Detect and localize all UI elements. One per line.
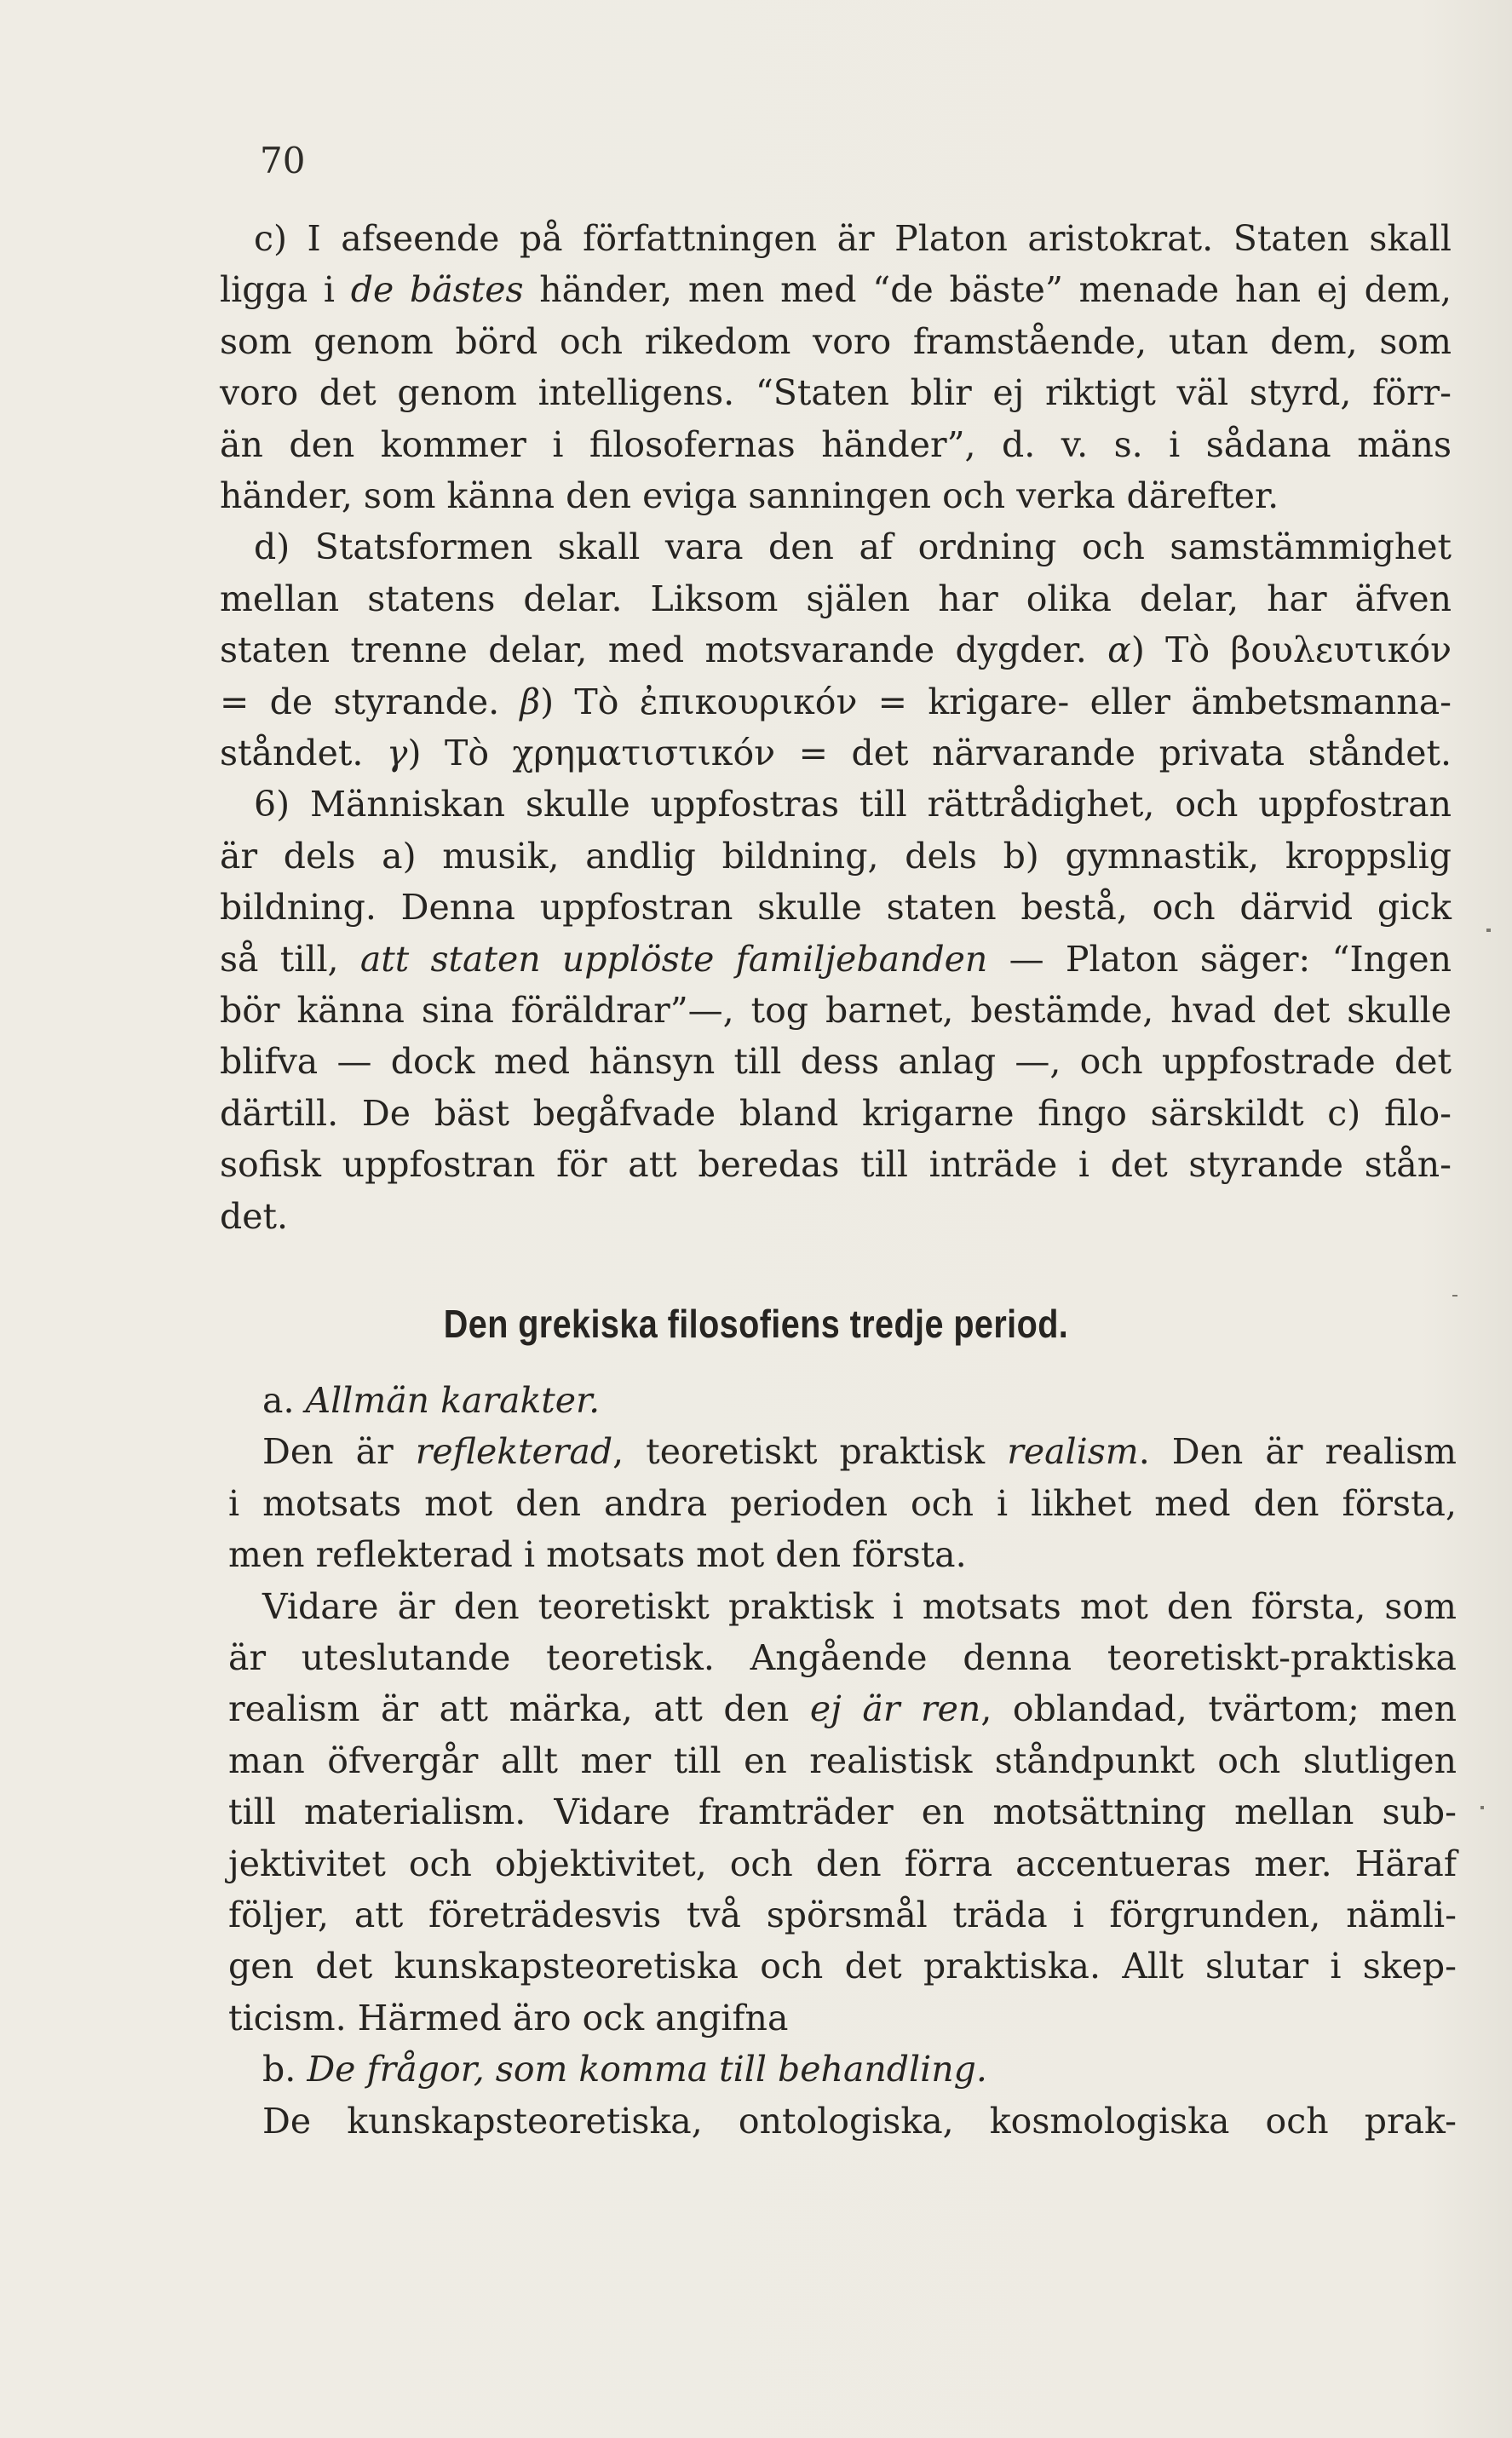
text-span: så till, [220,938,360,980]
text-span: staten trenne delar, med motsvarande dygder. [220,630,1108,671]
text-line: man öfvergår allt mer till en realistisk ståndpunkt och slutligen [228,1739,1457,1781]
page-number: 70 [260,140,306,181]
text-line [220,624,1452,676]
italic-text: att staten upplöste familjebanden [359,938,988,980]
text-line: som genom börd och rikedom voro framstående, utan dem, som [220,320,1452,362]
text-line [220,727,1452,779]
italic-text: γ [386,733,408,773]
text-line: jektivitet och objektivitet, och den förra accentueras mer. Häraf [228,1843,1457,1884]
text-span: a. [262,1380,306,1421]
text-span: . Den är realism [1138,1431,1457,1473]
text-line: voro det genom intelligens. “Staten blir ej riktigt väl styrd, förr- [220,372,1452,414]
text-span: b. [262,2049,308,2090]
text-span: ) Τὸ χρηματιστικόν = det närvarande privata ståndet. [407,733,1452,773]
text-span: ) Τὸ ἐπικουρικόν = krigare- eller ämbetsmanna- [540,681,1452,722]
text-line: sofisk uppfostran för att beredas till inträde i det styrande stån- [220,1144,1452,1186]
text-line: ticism. Härmed äro ock angifna [228,1997,789,2038]
italic-text: de bästes [350,269,524,311]
text-line [228,1375,1457,1426]
text-line [228,1683,1457,1734]
text-span: ) Τὸ βουλευτικόν [1130,630,1452,671]
text-span: = de styrande. [220,681,520,722]
text-line [220,264,1452,315]
text-line: än den kommer i filosofernas händer”, d. v. s. i sådana mäns [220,423,1452,465]
margin-speck [1480,1806,1484,1809]
text-line: till materialism. Vidare framträder en motsättning mellan sub- [228,1791,1457,1833]
text-line: bör känna sina föräldrar”—, tog barnet, bestämde, hvad det skulle [220,990,1452,1031]
text-span: realism är att märka, att den [228,1688,810,1730]
text-line: blifva — dock med hänsyn till dess anlag —, och uppfostrade det [220,1041,1452,1083]
text-span: Den är [262,1431,416,1473]
text-line: Vidare är den teoretiskt praktisk i motsats mot den första, som [262,1585,1457,1627]
text-line [228,1426,1457,1477]
margin-speck [1486,929,1491,932]
text-line: är uteslutande teoretisk. Angående denna teoretiskt-praktiska [228,1637,1457,1678]
text-line: är dels a) musik, andlig bildning, dels b) gymnastik, kroppslig [220,835,1452,877]
text-line: De kunskapsteoretiska, ontologiska, kosmologiska och prak- [262,2100,1457,2142]
text-line: gen det kunskapsteoretiska och det praktiska. Allt slutar i skep- [228,1946,1457,1987]
text-span: , oblandad, tvärtom; men [980,1688,1457,1730]
text-line: händer, som känna den eviga sanningen och verka därefter. [220,475,1279,516]
text-line: c) I afseende på författningen är Platon aristokrat. Staten skall [254,218,1452,259]
text-span: , teoretiskt praktisk [612,1431,1008,1473]
text-line: det. [220,1195,289,1237]
text-line: men reflekterad i motsats mot den första. [228,1534,967,1576]
text-line: 6) Människan skulle uppfostras till rättrådighet, och uppfostran [254,784,1452,825]
text-line: följer, att företrädesvis två spörsmål träda i förgrunden, nämli- [228,1895,1457,1935]
italic-text: reflekterad [415,1431,613,1473]
text-line [220,676,1452,727]
italic-text: Allmän karakter. [305,1380,601,1421]
text-span: händer, men med “de bäste” menade han ej dem, [523,269,1452,311]
italic-text: α [1107,630,1131,671]
text-span: ligga i [220,269,351,311]
text-line: d) Statsformen skall vara den af ordning och samstämmighet [254,526,1452,568]
text-span: — Platon säger: “Ingen [987,938,1452,980]
italic-text: β [520,681,541,722]
italic-text: ej är ren [809,1688,981,1730]
text-line: bildning. Denna uppfostran skulle staten bestå, och därvid gick [220,887,1452,929]
text-span: ståndet. [220,733,387,773]
text-line [228,2044,1457,2095]
italic-text: realism [1007,1431,1139,1473]
text-line: i motsats mot den andra perioden och i likhet med den första, [228,1482,1457,1524]
text-line [220,934,1452,985]
text-line: därtill. De bäst begåfvade bland krigarne fingo särskildt c) filo- [220,1092,1452,1134]
margin-speck [1452,1295,1457,1297]
text-line: mellan statens delar. Liksom själen har olika delar, har äfven [220,578,1452,619]
italic-text: De frågor, som komma till behandling. [307,2049,987,2090]
section-heading: Den grekiska filosofiens tredje period. [443,1302,1069,1346]
